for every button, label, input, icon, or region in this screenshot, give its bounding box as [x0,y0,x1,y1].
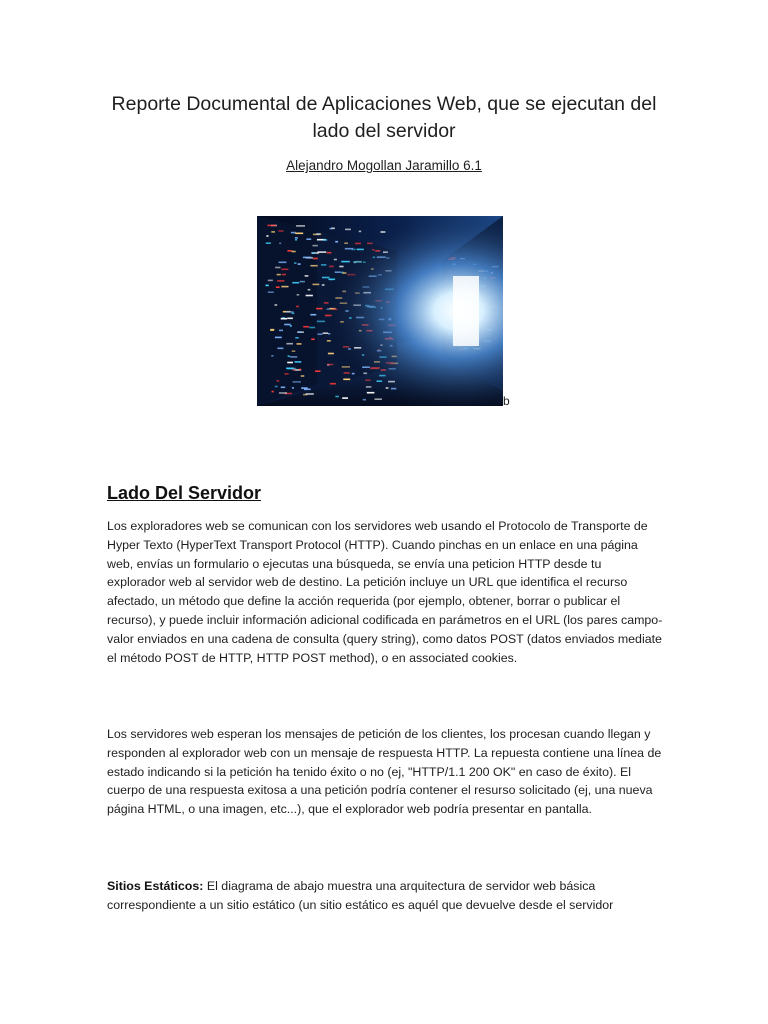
static-sites-text: El diagrama de abajo muestra una arquitectura de servidor web básica correspondiente a un sitio estático (un sitio estático es aquél que devuelve desde el servidor [107,879,614,912]
server-room-image [257,216,503,406]
static-sites-label: Sitios Estáticos: [107,879,204,893]
figure-caption: b [503,394,510,408]
document-author: Alejandro Mogollan Jaramillo 6.1 [286,158,482,173]
paragraph-http-requests: Los exploradores web se comunican con los servidores web usando el Protocolo de Transporte de Hyper Texto (HyperText Transport Protocol (HTTP). Cuando pinchas en un enlace en una página web, envías un formulario o ejecutas una búsqueda, se envía una peticion HTTP desde tu explorador web al servidor web de destino. La petición incluye un URL que identifica el recurso afectado, un método que define la acción requerida (por ejemplo, obtener, borrar o publicar el recurso), y puede incluir información adicional codificada en parámetros en el URL (los pares campo-valor enviados en una cadena de consulta (query string), como datos POST (datos enviados mediate el método POST de HTTP, HTTP POST method), o en associated cookies. [107,519,663,665]
document-title: Reporte Documental de Aplicaciones Web, que se ejecutan del lado del servidor [111,93,657,142]
paragraph-http-responses: Los servidores web esperan los mensajes de petición de los clientes, los procesan cuando llegan y responden al explorador web con un mensaje de respuesta HTTP. La repuesta contiene una línea de estado indicando si la petición ha tenido éxito o no (ej, "HTTP/1.1 200 OK" en caso de éxito). El cuerpo de una respuesta exitosa a una petición podría contener el resurso solicitado (ej, una nueva página HTML, o una imagen, etc...), que el explorador web podría presentar en pantalla. [107,727,662,817]
server-corridor-illustration [257,216,503,406]
section-heading: Lado Del Servidor [107,483,262,503]
paragraph-static-sites [107,877,663,915]
